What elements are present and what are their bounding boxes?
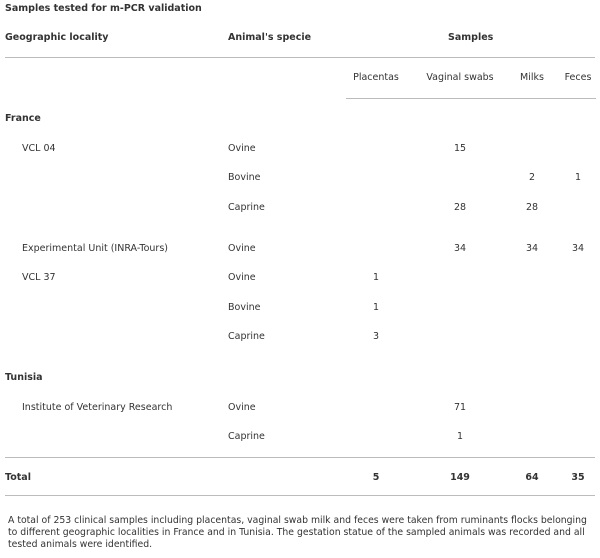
row-locality: Experimental Unit (INRA-Tours) (22, 243, 168, 254)
row-species: Bovine (228, 302, 261, 313)
cell-placentas: 1 (372, 272, 380, 283)
subheader-rule (346, 98, 596, 99)
row-locality: VCL 04 (22, 143, 56, 154)
header-placentas: Placentas (353, 72, 399, 83)
cell-vaginal-swabs: 15 (453, 143, 467, 154)
total-feces: 35 (571, 472, 585, 483)
table-caption: Samples tested for m-PCR validation (5, 3, 202, 14)
header-vaginal-swabs: Vaginal swabs (426, 72, 494, 83)
header-feces: Feces (564, 72, 592, 83)
cell-vaginal-swabs: 71 (453, 402, 467, 413)
table-footnote: A total of 253 clinical samples including placentas, vaginal swab milk and feces were taken from ruminants flocks belonging to different geographic localities in France and in Tunisia. The gestation statue of the sampled animals was recorded and all tested animals were identified. (8, 515, 587, 550)
cell-placentas: 1 (372, 302, 380, 313)
header-samples: Samples (448, 32, 494, 43)
row-locality: Institute of Veterinary Research (22, 402, 173, 413)
row-species: Ovine (228, 402, 256, 413)
row-species: Caprine (228, 202, 265, 213)
header-milks: Milks (520, 72, 544, 83)
row-species: Caprine (228, 431, 265, 442)
row-species: Caprine (228, 331, 265, 342)
cell-feces: 1 (574, 172, 582, 183)
cell-vaginal-swabs: 34 (453, 243, 467, 254)
header-species: Animal's specie (228, 32, 312, 43)
total-vaginal-swabs: 149 (450, 472, 470, 483)
cell-placentas: 3 (372, 331, 380, 342)
total-bottom-rule (5, 495, 595, 496)
row-species: Ovine (228, 243, 256, 254)
total-milks: 64 (525, 472, 539, 483)
header-rule (5, 57, 595, 58)
cell-milks: 34 (525, 243, 539, 254)
total-placentas: 5 (372, 472, 380, 483)
header-locality: Geographic locality (5, 32, 109, 43)
row-species: Bovine (228, 172, 261, 183)
cell-feces: 34 (571, 243, 585, 254)
row-locality: VCL 37 (22, 272, 56, 283)
total-top-rule (5, 457, 595, 458)
row-species: Ovine (228, 272, 256, 283)
cell-vaginal-swabs: 28 (453, 202, 467, 213)
total-label: Total (5, 472, 31, 483)
country-france: France (5, 113, 41, 124)
country-tunisia: Tunisia (5, 372, 43, 383)
row-species: Ovine (228, 143, 256, 154)
cell-vaginal-swabs: 1 (456, 431, 464, 442)
cell-milks: 28 (525, 202, 539, 213)
cell-milks: 2 (528, 172, 536, 183)
